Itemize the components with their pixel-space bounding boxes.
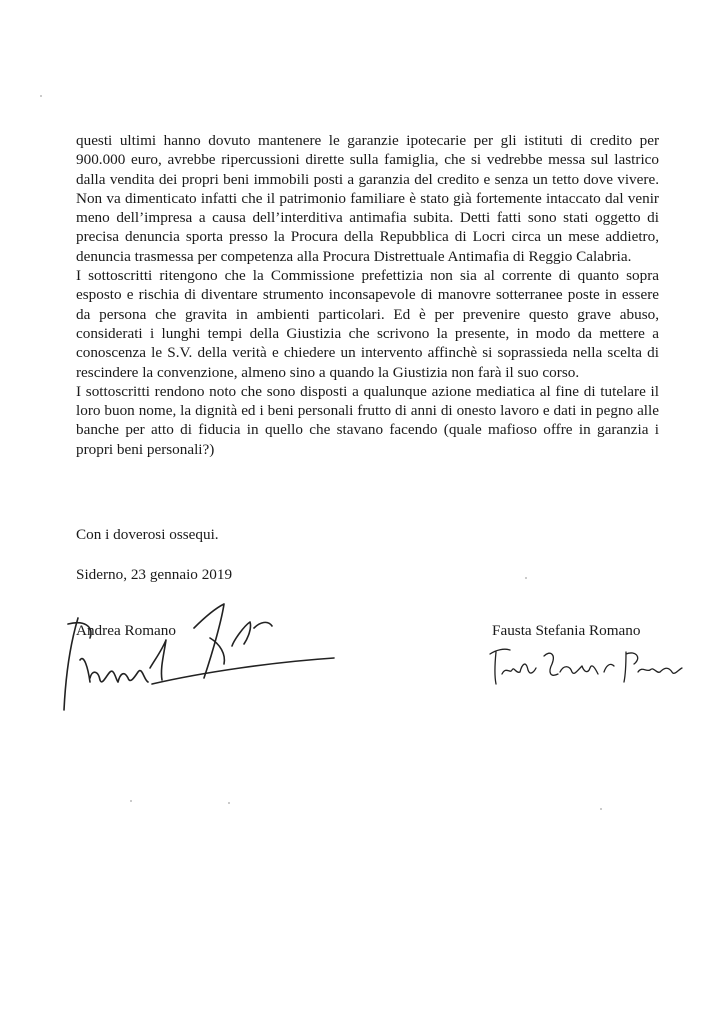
scan-speck [525,577,527,579]
signer-name-left: Andrea Romano [76,622,176,639]
scan-speck [228,802,230,804]
paragraph-1: questi ultimi hanno dovuto mantenere le garanzie ipotecarie per gli istituti di credito per 900.000 euro, avrebbe ripercussioni dirette sulla famiglia, che si vedrebbe messa sul lastrico dalla vendita dei propri beni immobili posti a garanzia del credito e senza un tetto dove vivere. Non va dimenticato infatti che il patrimonio familiare è stato già fortemente intaccato dal venir meno dell’impresa a causa dell’interditiva antimafia subita. Detti fatti sono stati oggetto di precisa denuncia sporta presso la Procura della Repubblica di Locri circa un mese addietro, denuncia trasmessa per competenza alla Procura Distrettuale Antimafia di Reggio Calabria. [76,132,659,265]
signer-name-right: Fausta Stefania Romano [492,622,641,639]
signature-right [486,644,686,688]
closing-salutation: Con i doverosi ossequi. [76,526,219,543]
paragraph-3: I sottoscritti rendono noto che sono disposti a qualunque azione mediatica al fine di tutelare il loro buon nome, la dignità ed i beni personali frutto di anni di onesto lavoro e dati in pegno alle banche per atto di fiducia in quello che stavano facendo (quale mafioso offre in garanzia i propri beni personali?) [76,382,659,458]
scan-speck [130,800,132,802]
scan-speck [600,808,602,810]
place-and-date: Siderno, 23 gennaio 2019 [76,566,233,583]
paragraph-2: I sottoscritti ritengono che la Commissione prefettizia non sia al corrente di quanto sopra esposto e rischia di diventare strumento inconsapevole di manovre sotterranee poste in essere da persona che gravita in ambienti particolari. Ed è per prevenire questo grave abuso, considerati i lunghi tempi della Giustizia che scrivono la presente, in modo da mettere a conoscenza le S.V. della verità e chiedere un intervento affinchè si soprassieda nella scelta di rescindere la convenzione, almeno sino a quando la Giustizia non farà il suo corso. [76,267,659,381]
letter-body [76,131,659,459]
signature-left [54,598,344,716]
scan-speck [40,95,42,97]
